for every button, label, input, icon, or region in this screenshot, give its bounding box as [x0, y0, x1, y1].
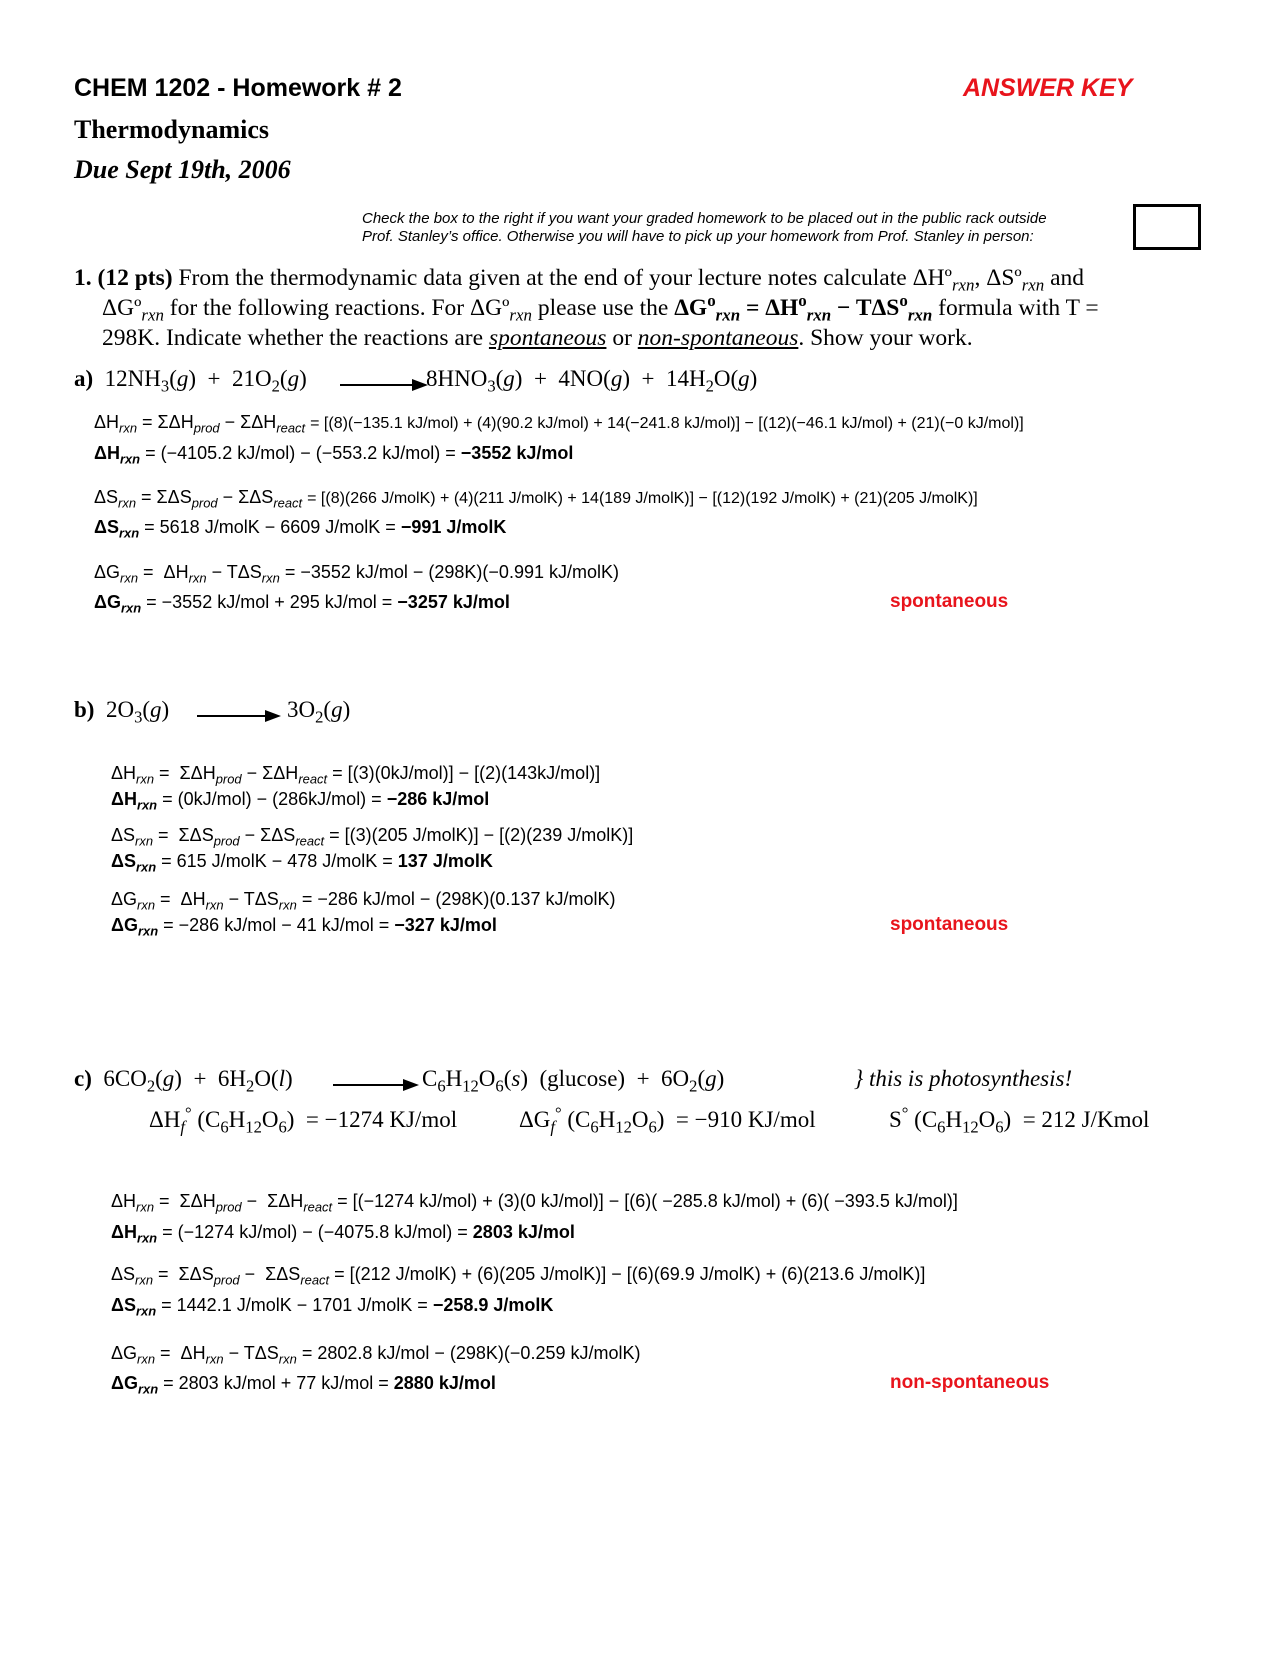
- part-b-ds-result: 137 J/molK: [397, 851, 493, 871]
- part-a-ds-result: −991 J/molK: [400, 517, 507, 537]
- public-rack-checkbox[interactable]: [1133, 204, 1201, 250]
- part-b-products: $3O_2(g)$: [287, 697, 351, 727]
- part-c-dg-line-1: $\Delta G_{rxn} = \Delta H_{rxn} - T\Delta S_{rxn} = 2802.8$ kJ/mol − (298K)(−0.259 kJ/molK): [111, 1343, 641, 1367]
- part-c-dgf-value: = −910 KJ/mol: [675, 1107, 816, 1132]
- part-b-dg-line-2: $\Delta G_{rxn} = -286$ kJ/mol − 41 kJ/mol = −327 kJ/mol: [111, 915, 497, 939]
- part-b-ds-expansion: = [(3)(205 J/molK)] − [(2)(239 J/molK)]: [329, 825, 634, 845]
- part-b-dg-expansion: = −286 kJ/mol − (298K)(0.137 kJ/molK): [301, 889, 616, 909]
- part-b-dh-calc: = (0kJ/mol) − (286kJ/mol) =: [162, 789, 382, 809]
- part-a-dh-expansion: = [(8)(−135.1 kJ/mol) + (4)(90.2 kJ/mol) + 14(−241.8 kJ/mol)] − [(12)(−46.1 kJ/mol) + (21)(−0 kJ/mol)]: [310, 415, 1024, 432]
- question-line-3: [102, 325, 973, 352]
- rxn-subscript: rxn: [141, 305, 164, 325]
- part-c-comment: [854, 1066, 1072, 1092]
- part-a-equation: [74, 366, 307, 396]
- part-b-arrow-icon: [197, 709, 287, 723]
- question-text-3b: or: [606, 325, 638, 351]
- part-a-dg-calc: = −3552 kJ/mol + 295 kJ/mol =: [146, 592, 393, 612]
- part-c-dh-calc: = (−1274 kJ/mol) − (−4075.8 kJ/mol) =: [162, 1222, 468, 1242]
- part-b-ds-line-2: $\Delta S_{rxn} = 615$ J/molK − 478 J/molK = 137 J/molK: [111, 851, 493, 875]
- part-a-products: $8HNO_3(g) + 4NO(g) + 14H_2O(g)$: [426, 366, 758, 396]
- part-c-dh-line-1: $\Delta H_{rxn} = \Sigma\Delta H_{prod} - \Sigma\Delta H_{react} = [(-1274$ kJ/mol) + (3)(0 kJ/mol)] − [(6)( −285.8 kJ/mol) + (6)( −393.5 kJ/mol)]: [111, 1191, 958, 1215]
- photosynthesis-note: } this is photosynthesis!: [854, 1066, 1073, 1091]
- part-a-dg-line-1: $\Delta G_{rxn} = \Delta H_{rxn} - T\Delta S_{rxn} = -3552$ kJ/mol − (298K)(−0.991 kJ/molK): [94, 562, 619, 586]
- part-a-ds-expansion: = [(8)(266 J/molK) + (4)(211 J/molK) + 14(189 J/molK)] − [(12)(192 J/molK) + (21)(205 J/molK)]: [307, 490, 978, 507]
- part-a-ds-line-1: $\Delta S_{rxn} = \Sigma\Delta S_{prod} - \Sigma\Delta S_{react} = [(8)(266$ J/molK) + (4)(211 J/molK) + 14(189 J/molK)] − [(12)(192 J/molK) + (21)(205 J/molK)]: [94, 487, 978, 511]
- part-c-dh-expansion: = [(−1274 kJ/mol) + (3)(0 kJ/mol)] − [(6)( −285.8 kJ/mol) + (6)( −393.5 kJ/mol)]: [337, 1191, 958, 1211]
- part-c-dh-line-2: $\Delta H_{rxn} = (-1274$ kJ/mol) − (−4075.8 kJ/mol) = 2803 kJ/mol: [111, 1222, 575, 1246]
- part-a-dh-line-1: $\Delta H_{rxn} = \Sigma\Delta H_{prod} - \Sigma\Delta H_{react} = [(8)(-135.1$ kJ/mol) + (4)(90.2 kJ/mol) + 14(−241.8 kJ/mol)] − [(12)(−46.1 kJ/mol) + (21)(−0 kJ/mol)]: [94, 412, 1024, 436]
- question-text-1b: , ΔSº: [974, 265, 1022, 291]
- part-c-ds-result: −258.9 J/molK: [432, 1295, 554, 1315]
- part-c-dg-line-2: $\Delta G_{rxn} = 2803$ kJ/mol + 77 kJ/mol = 2880 kJ/mol: [111, 1373, 496, 1397]
- part-b-dh-result: −286 kJ/mol: [386, 789, 490, 809]
- part-b-ds-line-1: $\Delta S_{rxn} = \Sigma\Delta S_{prod} - \Sigma\Delta S_{react} = [(3)(205$ J/molK)] − [(2)(239 J/molK)]: [111, 825, 634, 849]
- part-c-dhf-value: = −1274 KJ/mol: [305, 1107, 458, 1132]
- part-c-dg-expansion: = 2802.8 kJ/mol − (298K)(−0.259 kJ/molK): [301, 1343, 641, 1363]
- part-b-dg-calc: = −286 kJ/mol − 41 kJ/mol =: [163, 915, 390, 935]
- rxn-subscript: rxn: [509, 305, 532, 325]
- part-c-products: $C_6H_{12}O_6(s) (glucose) + 6O_2(g)$: [422, 1066, 725, 1096]
- part-b-dh-line-2: $\Delta H_{rxn} = (0kJ/mol) - (286kJ/mol) = -286$ kJ/mol: [111, 789, 490, 813]
- rxn-subscript: rxn: [1021, 275, 1045, 295]
- part-b-dh-line-1: $\Delta H_{rxn} = \Sigma\Delta H_{prod} - \Sigma\Delta H_{react} = [(3)(0kJ/mol)] - [(2)(143kJ/mol)]$: [111, 763, 601, 787]
- part-b-label: b): [74, 697, 95, 722]
- question-text-1a: From the thermodynamic data given at the end of your lecture notes calculate ΔHº: [178, 265, 952, 291]
- part-b-dh-expansion: = [(3)(0kJ/mol)] − [(2)(143kJ/mol)]: [332, 763, 601, 783]
- part-c-ds-calc: = 1442.1 J/molK − 1701 J/molK =: [161, 1295, 428, 1315]
- question-line-1: [74, 265, 1085, 295]
- part-c-s: S° $(C_6H_{12}O_6) = 212$ J/Kmol: [889, 1103, 1150, 1137]
- answer-key-label: ANSWER KEY: [963, 74, 1133, 102]
- question-line-2: [102, 291, 1099, 325]
- part-a-arrow-icon: [340, 378, 430, 392]
- checkbox-note-line-2: Prof. Stanley’s office. Otherwise you will have to pick up your homework from Prof. Stanley in person:: [362, 228, 1034, 245]
- gibbs-formula: $\Delta G^o_{rxn} = \Delta H^o_{rxn} - T\Delta S^o_{rxn}$: [674, 291, 933, 325]
- part-c-dg-calc: = 2803 kJ/mol + 77 kJ/mol =: [163, 1373, 389, 1393]
- part-c-dh-result: 2803 kJ/mol: [472, 1222, 575, 1242]
- part-c-s-value: = 212 J/Kmol: [1022, 1107, 1150, 1132]
- question-text-2d: formula with T =: [932, 295, 1099, 321]
- part-c-dg-result: 2880 kJ/mol: [393, 1373, 496, 1393]
- part-b-dg-result: −327 kJ/mol: [394, 915, 497, 935]
- part-a-ds-line-2: $\Delta S_{rxn} = 5618$ J/molK − 6609 J/molK = −991 J/molK: [94, 517, 507, 541]
- part-c-ds-line-2: $\Delta S_{rxn} = 1442.1$ J/molK − 1701 J/molK = −258.9 J/molK: [111, 1295, 554, 1319]
- part-c-ds-expansion: = [(212 J/molK) + (6)(205 J/molK)] − [(6)(69.9 J/molK) + (6)(213.6 J/molK)]: [334, 1264, 926, 1284]
- part-c-dgf: $\Delta G_f^\circ$ $(C_6H_{12}O_6) = -910$ KJ/mol: [519, 1103, 816, 1137]
- rxn-subscript: rxn: [951, 275, 975, 295]
- page-title: CHEM 1202 - Homework # 2: [74, 74, 402, 102]
- question-text-3a: 298K. Indicate whether the reactions are: [102, 325, 489, 351]
- question-text-3c: . Show your work.: [798, 325, 973, 351]
- part-a-reactants: $12NH_3(g) + 21O_2(g)$: [104, 366, 307, 396]
- part-a-dh-result: −3552 kJ/mol: [460, 443, 574, 463]
- part-a-ds-calc: = 5618 J/molK − 6609 J/molK =: [144, 517, 396, 537]
- part-c-label: c): [74, 1066, 92, 1091]
- part-a-dg-result: −3257 kJ/mol: [397, 592, 510, 612]
- part-a-dg-line-2: $\Delta G_{rxn} = -3552$ kJ/mol + 295 kJ/mol = −3257 kJ/mol: [94, 592, 510, 616]
- part-c-arrow-icon: [333, 1078, 423, 1092]
- part-a-label: a): [74, 366, 94, 391]
- part-c-ds-line-1: $\Delta S_{rxn} = \Sigma\Delta S_{prod} - \Sigma\Delta S_{react} = [(212$ J/molK) + (6)(205 J/molK)] − [(6)(69.9 J/molK) + (6)(213.6 J/molK)]: [111, 1264, 926, 1288]
- part-b-dg-line-1: $\Delta G_{rxn} = \Delta H_{rxn} - T\Delta S_{rxn} = -286$ kJ/mol − (298K)(0.137 kJ/molK): [111, 889, 616, 913]
- part-a-dh-line-2: $\Delta H_{rxn} = (-4105.2$ kJ/mol) − (−553.2 kJ/mol) = −3552 kJ/mol: [94, 443, 574, 467]
- question-text-1c: and: [1044, 265, 1085, 291]
- question-number: 1.: [74, 265, 92, 291]
- part-a-dg-expansion: = −3552 kJ/mol − (298K)(−0.991 kJ/molK): [284, 562, 619, 582]
- part-b-equation: b) $2O_3(g)$: [74, 697, 170, 727]
- non-spontaneous-term: non-spontaneous: [637, 325, 799, 351]
- part-a-dh-calc: = (−4105.2 kJ/mol) − (−553.2 kJ/mol) =: [145, 443, 456, 463]
- part-c-verdict: non-spontaneous: [890, 1372, 1050, 1393]
- page-subtitle: Thermodynamics: [74, 115, 269, 144]
- part-a-verdict: spontaneous: [890, 591, 1009, 612]
- part-c-dhf: $\Delta H_f^\circ$ $(C_6H_{12}O_6) = -1274$ KJ/mol: [149, 1103, 458, 1137]
- question-text-2b: for the following reactions. For ΔGº: [163, 295, 510, 321]
- part-b-verdict: spontaneous: [890, 914, 1009, 935]
- due-date: Due Sept 19th, 2006: [74, 155, 291, 184]
- question-text-2c: please use the: [531, 295, 675, 321]
- question-points: (12 pts): [97, 265, 173, 291]
- checkbox-note-line-1: Check the box to the right if you want your graded homework to be placed out in the public rack outside: [362, 210, 1047, 227]
- spontaneous-term: spontaneous: [488, 325, 607, 351]
- part-c-equation: c) $6CO_2(g) + 6H_2O(l)$: [74, 1066, 293, 1096]
- question-text-2a: ΔGº: [102, 295, 142, 321]
- part-b-ds-calc: = 615 J/molK − 478 J/molK =: [161, 851, 393, 871]
